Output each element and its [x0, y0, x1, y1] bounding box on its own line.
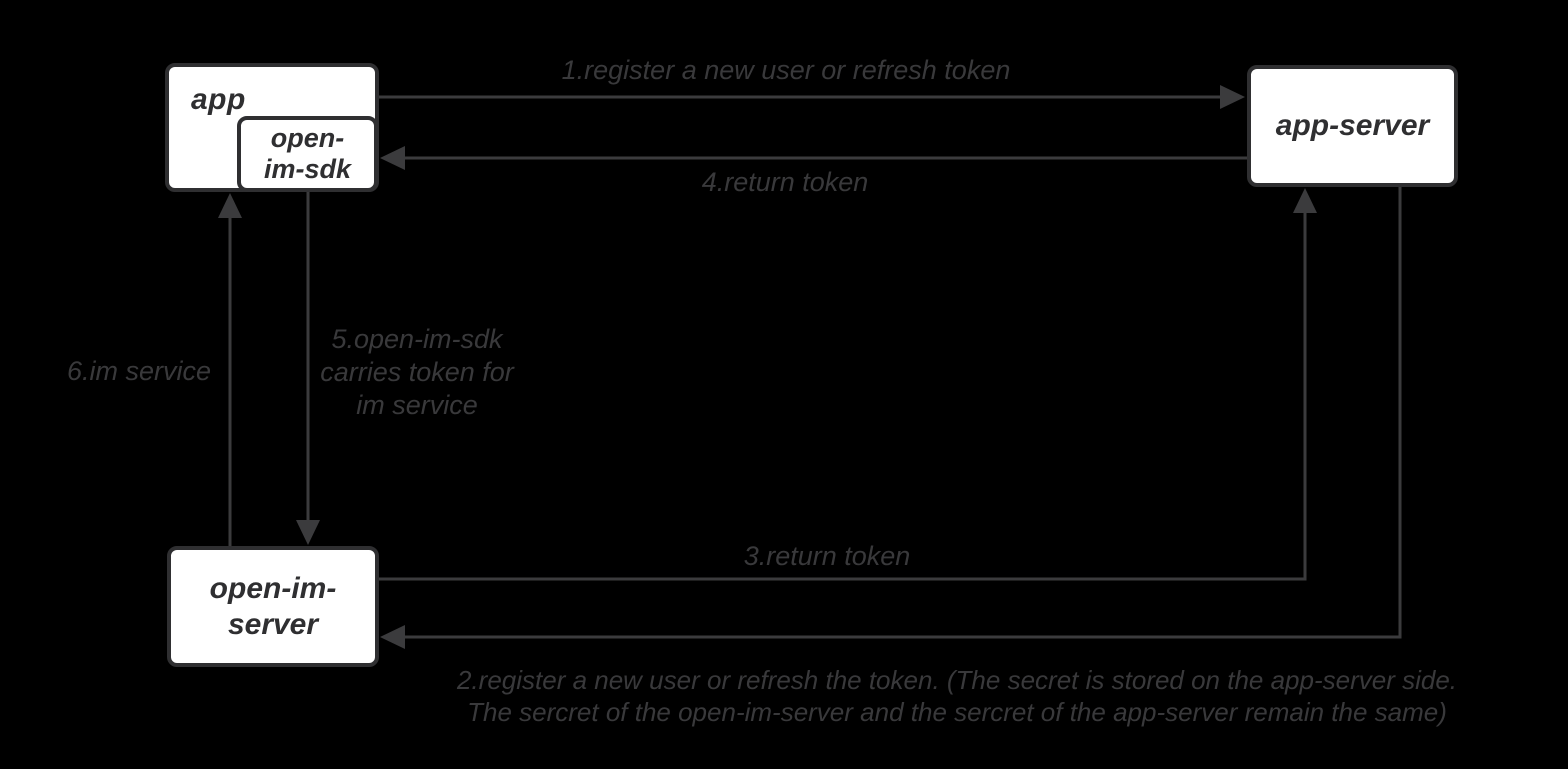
edge-label-im-service: 6.im service	[66, 356, 212, 386]
edge-label-register-token-secret: 2.register a new user or refresh the token. (The secret is stored on the app-server side. The sercret of the open-im-server and the sercret of the app-server remain the same)	[456, 665, 1458, 727]
edge-label-register-token: 1.register a new user or refresh token	[561, 55, 1011, 85]
node-app-server	[1247, 65, 1458, 187]
node-app-label: app	[191, 83, 246, 116]
arrow-im-service	[218, 193, 242, 546]
node-open-im-sdk	[237, 116, 378, 192]
edge-label-sdk-carries-token: 5.open-im-sdk carries token for im service	[320, 324, 514, 420]
edge-label-return-token-to-app-server: 3.return token	[743, 541, 911, 571]
arrow-sdk-carries-token	[296, 192, 320, 545]
node-open-im-server-label: open-im- server	[209, 571, 337, 641]
edge-label-return-token-to-sdk: 4.return token	[701, 167, 869, 197]
node-app-server-label: app-server	[1275, 109, 1430, 142]
arrow-register-token	[379, 85, 1245, 109]
node-open-im-server	[167, 546, 379, 667]
node-open-im-sdk-label: open- im-sdk	[263, 123, 352, 184]
arrow-return-token-to-app-server	[379, 188, 1317, 579]
